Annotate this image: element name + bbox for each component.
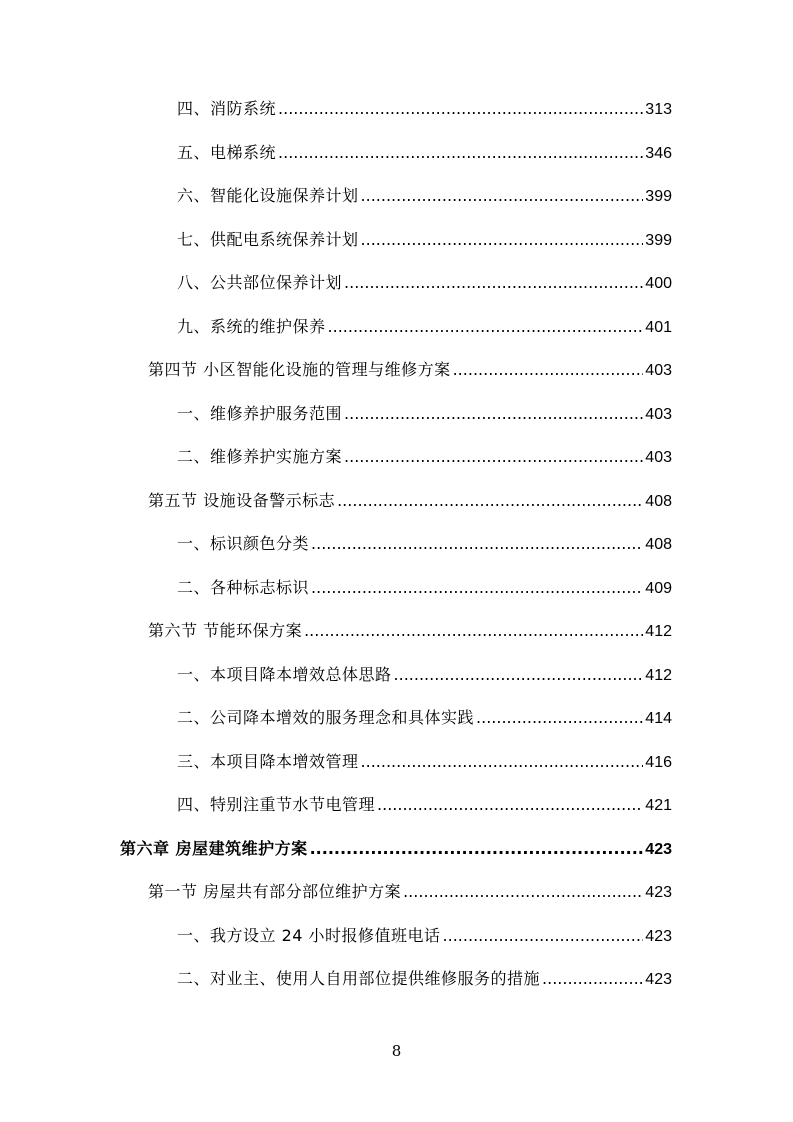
toc-dot-leader (304, 618, 643, 644)
toc-dot-leader (344, 444, 643, 470)
toc-dot-leader (361, 183, 644, 209)
toc-entry-title: 四、特别注重节水节电管理 (177, 795, 376, 814)
toc-entry-page: 423 (645, 928, 672, 945)
toc-entry-title: 一、本项目降本增效总体思路 (177, 665, 392, 684)
toc-entry-title: 第六节 节能环保方案 (148, 621, 303, 640)
toc-entry[interactable] (177, 966, 672, 992)
toc-dot-leader (377, 792, 643, 818)
toc-entry-page: 423 (645, 884, 672, 901)
toc-entry-title: 第五节 设施设备警示标志 (148, 491, 336, 510)
toc-entry[interactable] (177, 792, 672, 818)
toc-dot-leader (361, 227, 644, 253)
toc-entry-page: 423 (645, 971, 672, 988)
toc-entry[interactable] (177, 705, 672, 731)
toc-entry[interactable] (177, 749, 672, 775)
toc-entry-title: 八、公共部位保养计划 (177, 273, 343, 292)
toc-entry[interactable] (177, 923, 672, 949)
toc-dot-leader (337, 488, 643, 514)
toc-entry-title: 第四节 小区智能化设施的管理与维修方案 (148, 360, 451, 379)
toc-entry-title: 三、本项目降本增效管理 (177, 752, 359, 771)
toc-entry-page: 414 (645, 710, 672, 727)
toc-entry-page: 403 (645, 362, 672, 379)
toc-entry-page: 412 (645, 623, 672, 640)
toc-entry-page: 400 (645, 275, 672, 292)
toc-entry-page: 401 (645, 319, 672, 336)
toc-entry[interactable] (177, 531, 672, 557)
toc-entry-page: 403 (645, 406, 672, 423)
toc-entry-page: 412 (645, 667, 672, 684)
toc-dot-leader (361, 749, 644, 775)
toc-entry-page: 421 (645, 797, 672, 814)
page-number: 8 (391, 1042, 402, 1060)
toc-dot-leader (311, 575, 643, 601)
toc-entry-page: 346 (645, 145, 672, 162)
toc-entry[interactable] (177, 270, 672, 296)
toc-dot-leader (278, 96, 643, 122)
toc-entry[interactable] (177, 575, 672, 601)
toc-dot-leader (453, 357, 644, 383)
toc-entry[interactable] (148, 357, 672, 383)
toc-entry-page: 409 (645, 580, 672, 597)
toc-dot-leader (542, 966, 643, 992)
toc-entry-title: 第六章 房屋建筑维护方案 (120, 839, 308, 858)
toc-entry[interactable] (177, 140, 672, 166)
toc-entry-title: 一、标识颜色分类 (177, 534, 310, 553)
toc-entry-title: 九、系统的维护保养 (177, 317, 326, 336)
toc-entry[interactable] (177, 401, 672, 427)
toc-entry[interactable] (148, 618, 672, 644)
toc-entry-page: 399 (645, 188, 672, 205)
toc-entry-title: 二、对业主、使用人自用部位提供维修服务的措施 (177, 969, 541, 988)
toc-entry-title: 二、各种标志标识 (177, 578, 310, 597)
toc-entry-page: 423 (645, 841, 672, 858)
toc-entry-page: 313 (645, 101, 672, 118)
toc-entry-page: 408 (645, 536, 672, 553)
toc-entry[interactable] (177, 444, 672, 470)
toc-entry-title: 二、公司降本增效的服务理念和具体实践 (177, 708, 475, 727)
toc-entry[interactable] (177, 314, 672, 340)
toc-entry-title: 一、维修养护服务范围 (177, 404, 343, 423)
toc-entry-title: 六、智能化设施保养计划 (177, 186, 359, 205)
toc-entry[interactable] (148, 488, 672, 514)
toc-dot-leader (311, 531, 643, 557)
toc-entry-title: 二、维修养护实施方案 (177, 447, 343, 466)
toc-dot-leader (403, 879, 643, 905)
toc-entry[interactable] (120, 836, 672, 862)
toc-dot-leader (278, 140, 643, 166)
toc-entry-title: 一、我方设立 24 小时报修值班电话 (177, 926, 441, 945)
toc-entry-page: 416 (645, 754, 672, 771)
toc-dot-leader (344, 270, 643, 296)
toc-entry[interactable] (177, 183, 672, 209)
toc-dot-leader (344, 401, 643, 427)
toc-entry-title: 第一节 房屋共有部分部位维护方案 (148, 882, 402, 901)
toc-entry-title: 七、供配电系统保养计划 (177, 230, 359, 249)
toc-entry[interactable] (177, 227, 672, 253)
toc-entry-title: 四、消防系统 (177, 99, 277, 118)
toc-dot-leader (394, 662, 644, 688)
toc-entry[interactable] (177, 96, 672, 122)
toc-dot-leader (476, 705, 643, 731)
toc-dot-leader (443, 923, 644, 949)
toc-entry-page: 403 (645, 449, 672, 466)
toc-entry-page: 399 (645, 232, 672, 249)
toc-entry[interactable] (177, 662, 672, 688)
toc-entry-page: 408 (645, 493, 672, 510)
toc-dot-leader (310, 836, 644, 862)
toc-entry[interactable] (148, 879, 672, 905)
toc-dot-leader (328, 314, 644, 340)
toc-entry-title: 五、电梯系统 (177, 143, 277, 162)
